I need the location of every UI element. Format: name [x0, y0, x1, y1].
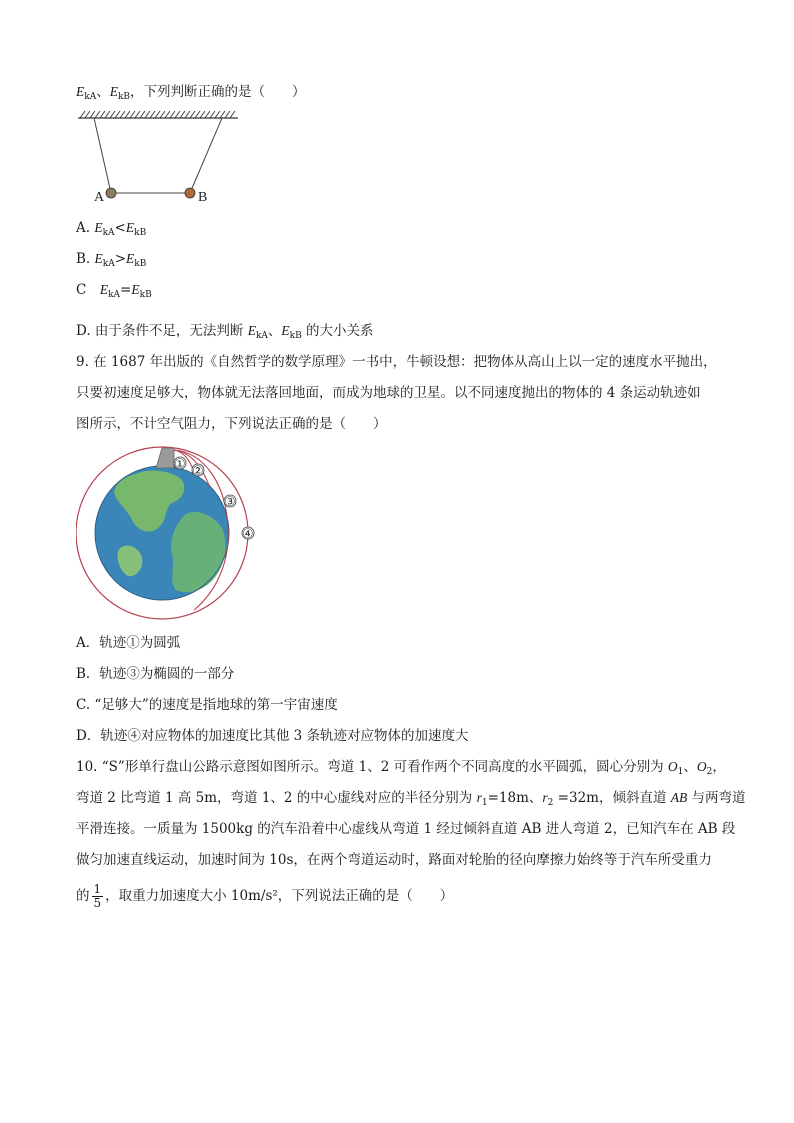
q8-option-a: A. $E_{kA}<E_{kB}$ [76, 220, 147, 238]
q10-stem-line-3: 平滑连接。一质量为 1500kg 的汽车沿着中心虚线从弯道 1 经过倾斜直道 AB 进人弯道 2，已知汽车在 AB 段 [76, 821, 736, 837]
q8-stem-intro: $E_{kA}$、$E_{kB}$，下列判断正确的是（ ） [76, 84, 306, 102]
q9-option-d: D．轨迹④对应物体的加速度比其他 3 条轨迹对应物体的加速度大 [76, 728, 469, 744]
q10-stem-line-5: 的 $\frac{1}{5}$ ，取重力加速度大小 10m/s²，下列说法正确的是（ ） [76, 882, 454, 910]
q10-stem-line-2: 弯道 2 比弯道 1 高 5m，弯道 1、2 的中心虚线对应的半径分别为 $r_1=18m$、$r_2 =32m$，倾斜直道 AB 与两弯道 [76, 790, 746, 808]
mountain-icon [156, 448, 174, 468]
label-4: ④ [242, 527, 254, 542]
string-b [190, 118, 222, 193]
q9-stem-line-1: 9. 在 1687 年出版的《自然哲学的数学原理》一书中，牛顿设想：把物体从高山上以一定的速度水平抛出， [76, 354, 717, 370]
label-b: B [198, 190, 208, 205]
ceiling-hatch [78, 111, 238, 118]
q9-option-b: B．轨迹③为椭圆的一部分 [76, 666, 235, 682]
q9-stem-line-2: 只要初速度足够大，物体就无法落回地面，而成为地球的卫星。以不同速度抛出的物体的 4 条运动轨迹如 [76, 385, 701, 401]
q10-stem-line-4: 做匀加速直线运动，加速时间为 10s，在两个弯道运动时，路面对轮胎的径向摩擦力始终等于汽车所受重力 [76, 852, 712, 868]
string-a [94, 118, 111, 193]
q9-option-c: C. “足够大”的速度是指地球的第一宇宙速度 [76, 697, 338, 713]
ball-a [106, 188, 116, 198]
fraction-one-fifth: $\frac{1}{5}$ [93, 882, 102, 910]
q10-stem-line-1: 10. “S”形单行盘山公路示意图如图所示。弯道 1、2 可看作两个不同高度的水平圆弧，圆心分别为 $O_1$、$O_2$， [76, 759, 726, 777]
q9-figure [76, 444, 266, 626]
q8-option-c: C $E_{kA}=E_{kB}$ [76, 282, 152, 300]
q9-option-a: A．轨迹①为圆弧 [76, 635, 181, 651]
q8-option-d: D. 由于条件不足，无法判断 $E_{kA}$、$E_{kB}$ 的大小关系 [76, 323, 374, 341]
label-3: ③ [224, 495, 236, 510]
label-2: ② [192, 464, 204, 479]
q8-option-b: B. $E_{kA}>E_{kB}$ [76, 251, 147, 269]
q9-stem-line-3: 图所示，不计空气阻力，下列说法正确的是（ ） [76, 416, 387, 432]
label-1: ① [174, 457, 186, 472]
label-a: A [94, 190, 105, 205]
ball-b [185, 188, 195, 198]
q8-figure [72, 108, 244, 210]
